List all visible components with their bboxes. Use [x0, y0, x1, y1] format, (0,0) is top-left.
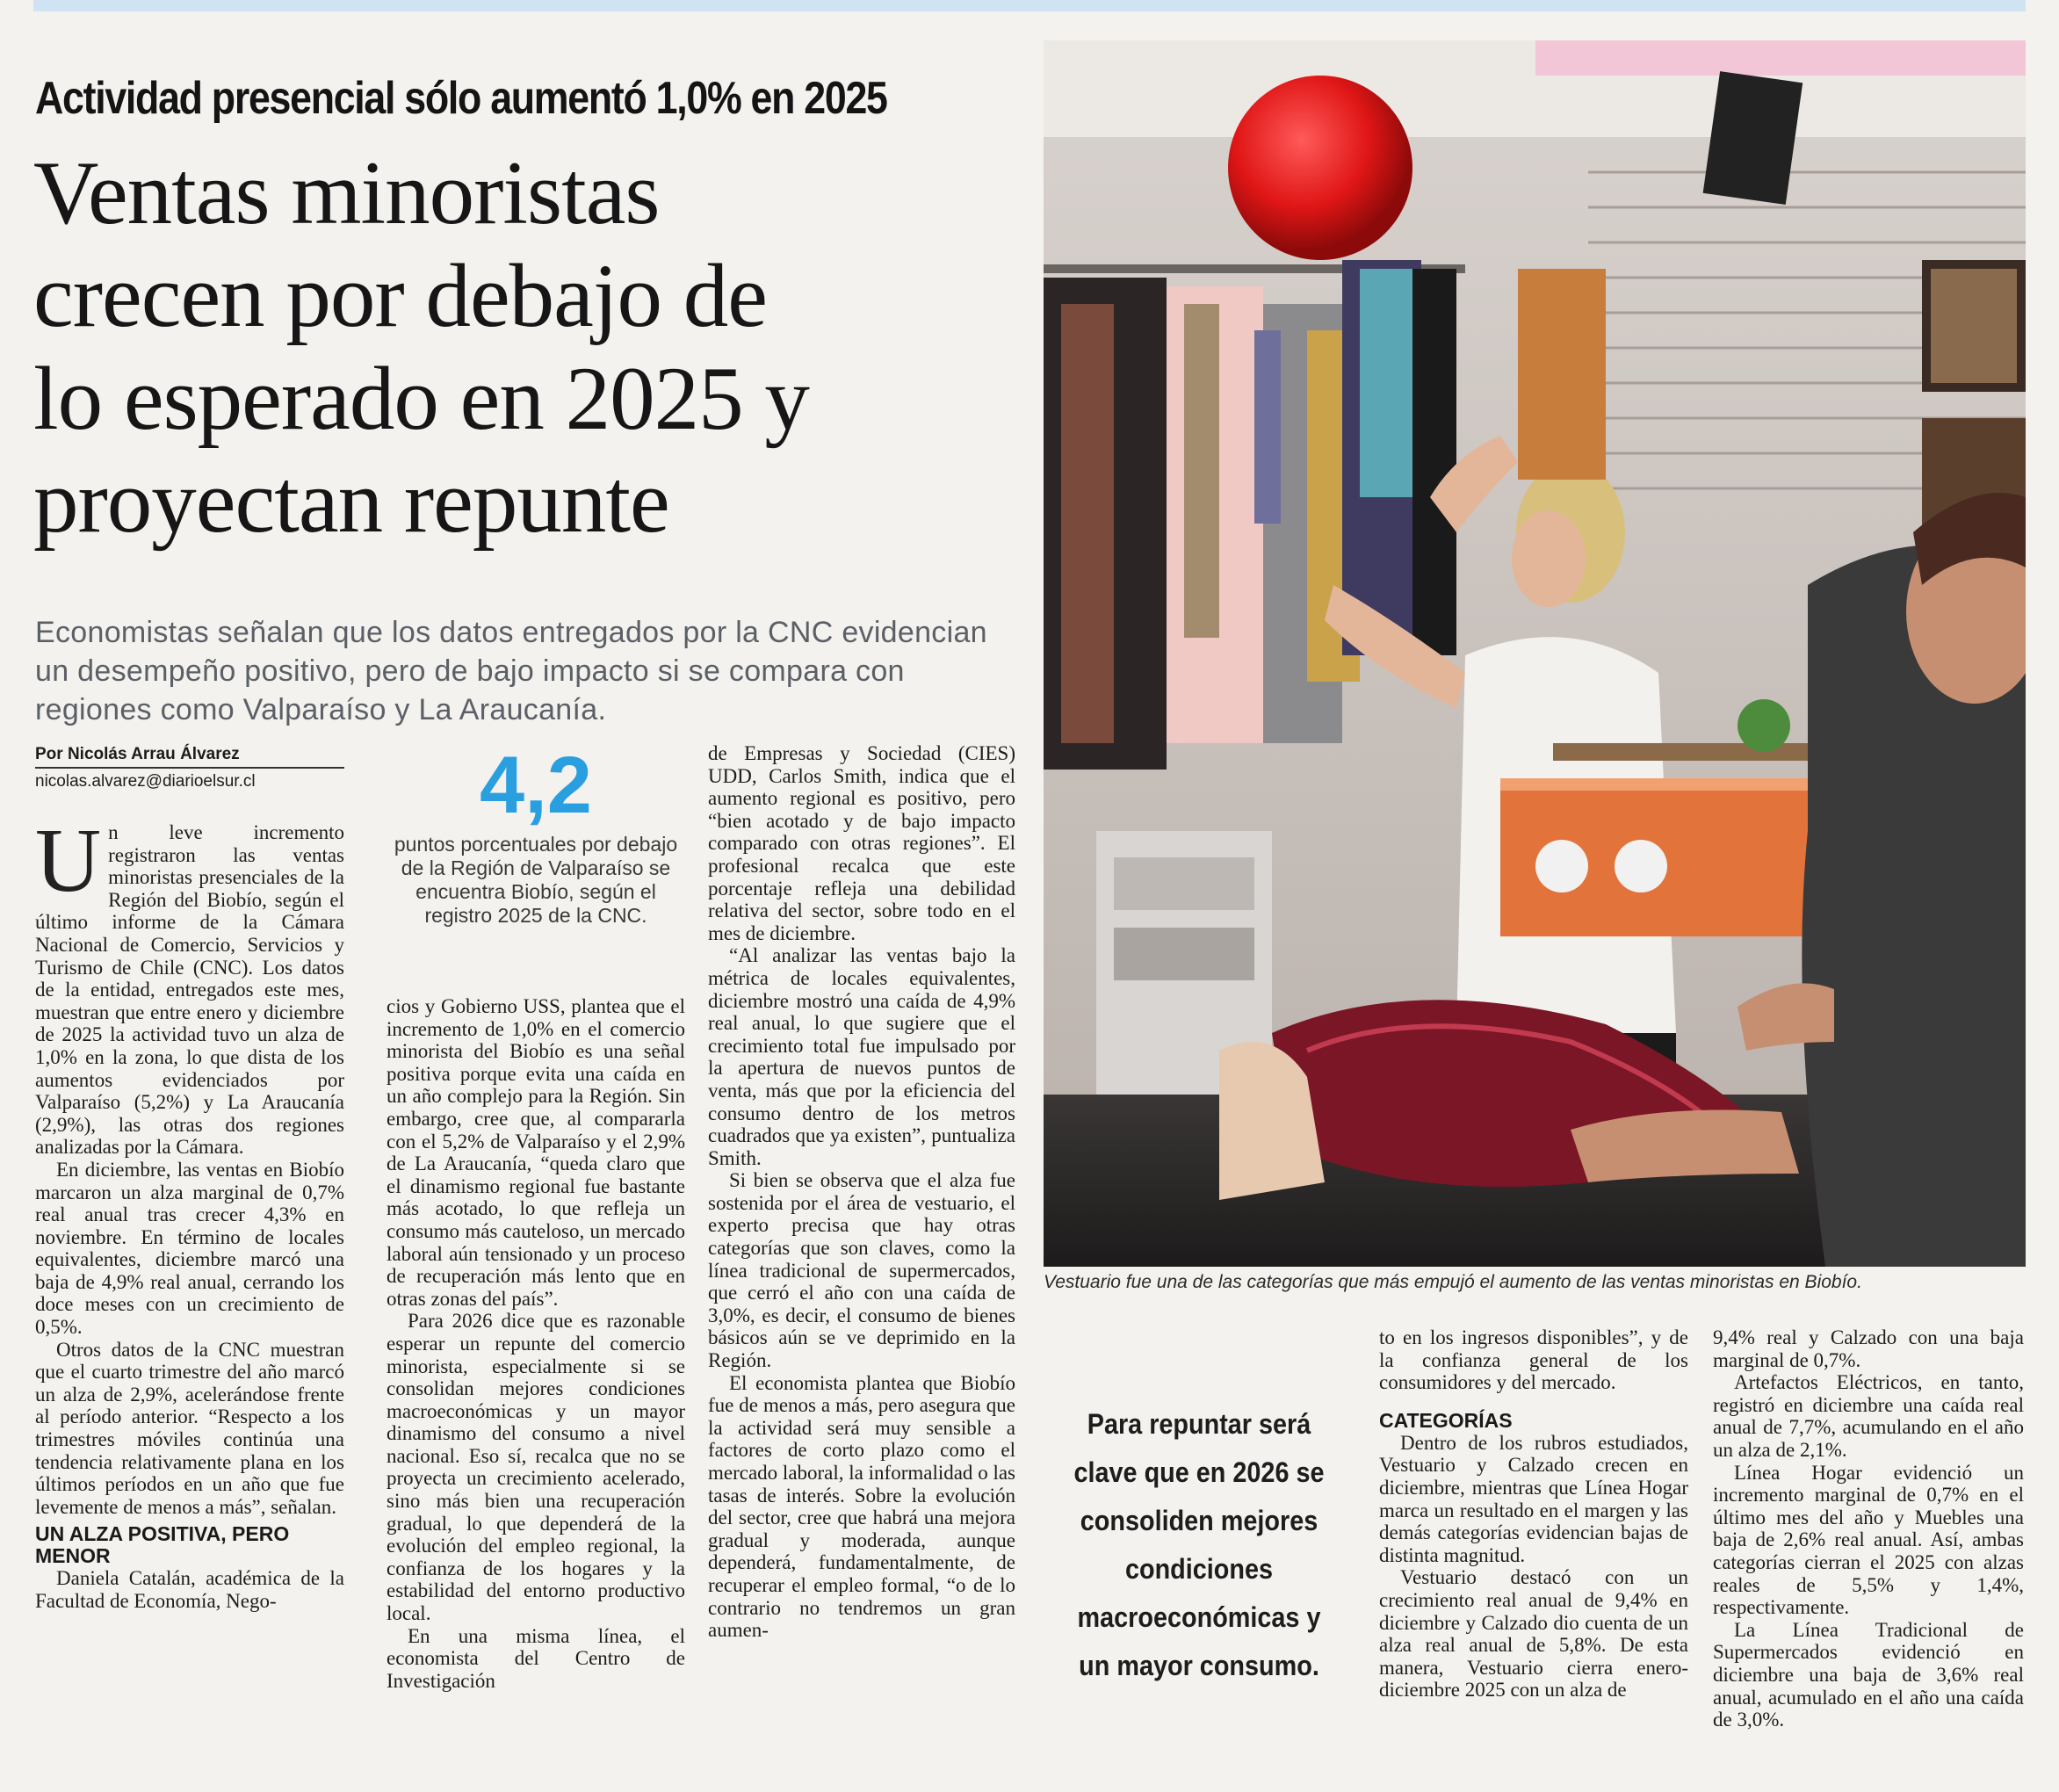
drop-cap: U	[35, 810, 102, 911]
body-column-2	[387, 995, 685, 1692]
body-paragraph: Si bien se observa que el alza fue sostenida por el área de vestuario, el experto precisa que hay otras categorías que son claves, como la línea tradicional de supermercados, que cerró el año con una caída de 3,0%, es decir, el consumo de bienes básicos aún se ve deprimido en la Región.	[708, 1169, 1015, 1372]
body-paragraph: Línea Hogar evidenció un incremento marginal de 0,7% en el último mes del año y Muebles una baja de 2,6% real anual. Así, ambas categorías cierran el 2025 con alzas reales de 5,5% y 1,4%, respectivamente.	[1713, 1461, 2024, 1619]
author-name: Por Nicolás Arrau Álvarez	[35, 745, 344, 769]
article-photo	[1044, 40, 2026, 1267]
top-color-band	[33, 0, 2026, 11]
body-column-1	[35, 810, 344, 1613]
headline-line: lo esperado en 2025 y	[33, 349, 809, 449]
deck-line: un desempeño positivo, pero de bajo impacto si se compara con	[35, 654, 905, 688]
body-paragraph: Artefactos Eléctricos, en tanto, registró en diciembre una caída real anual de 7,7%, acumulando en el año un alza de 2,1%.	[1713, 1371, 2024, 1461]
body-paragraph: En diciembre, las ventas en Biobío marcaron un alza marginal de 0,7% real anual tras crecer 4,3% en noviembre. En término de locales equivalentes, diciembre marcó una baja de 4,9% real anual, cerrando los doce meses con un crecimiento de 0,5%.	[35, 1158, 344, 1339]
body-column-5	[1713, 1326, 2024, 1731]
body-paragraph: cios y Gobierno USS, plantea que el incremento de 1,0% en el comercio minorista del Biobío es una señal positiva porque evita una caída en un año complejo para la Región. Sin embargo, cree que, al compararla con el 5,2% de Valparaíso y el 2,9% de La Araucanía, “queda claro que el dinamismo regional fue bastante más acotado, lo que refleja un consumo más cauteloso, un mercado laboral aún tensionado y un proceso de recuperación más lento que en otras zonas del país”.	[387, 995, 685, 1310]
stat-number: 4,2	[480, 741, 592, 830]
headline-line: crecen por debajo de	[33, 246, 767, 346]
pull-quote: Para repuntar será clave que en 2026 se consoliden mejores condiciones macroeconómicas y un mayor consumo.	[1073, 1408, 1325, 1681]
body-paragraph: Para 2026 dice que es razonable esperar un repunte del comercio minorista, especialmente si se consolidan mejores condiciones macroeconómicas y un mayor dinamismo del consumo a nivel nacional. Eso sí, recalca que no se proyecta un crecimiento acelerado, sino más bien una recuperación gradual, lo que dependerá de la evolución del empleo regional, la confianza de los hogares y la estabilidad del entorno productivo local.	[387, 1310, 685, 1625]
body-paragraph: Otros datos de la CNC muestran que el cuarto trimestre del año marcó un alza de 2,9%, acelerándose frente al período anterior. “Respecto a los trimestres móviles continúa una tendencia relativamente plana en los últimos períodos en un año que fue levemente de menos a más”, señalan.	[35, 1338, 344, 1518]
deck-line: regiones como Valparaíso y La Araucanía.	[35, 693, 607, 726]
body-paragraph: to en los ingresos disponibles”, y de la confianza general de los consumidores y del mercado.	[1379, 1326, 1688, 1394]
body-column-4	[1379, 1326, 1688, 1702]
body-paragraph: Daniela Catalán, académica de la Facultad de Economía, Nego-	[35, 1567, 344, 1612]
headline-line: Ventas minoristas	[33, 143, 660, 243]
article-headline	[33, 142, 1044, 553]
article-kicker: Actividad presencial sólo aumentó 1,0% en 2025	[35, 73, 887, 124]
headline-line: proyectan repunte	[33, 452, 669, 552]
body-paragraph: de Empresas y Sociedad (CIES) UDD, Carlos Smith, indica que el aumento regional es positivo, pero “bien acotado y de bajo impacto comparado con otras regiones”. El profesional recalca que este porcentaje refleja una debilidad relativa del sector, sobre todo en el mes de diciembre.	[708, 742, 1015, 944]
body-paragraph: Vestuario destacó con un crecimiento real anual de 9,4% en diciembre y Calzado dio cuenta de un alza real anual de 5,8%. De esta manera, Vestuario cierra enero-diciembre 2025 con un alza de	[1379, 1566, 1688, 1702]
red-balloon	[1228, 76, 1412, 260]
body-paragraph: “Al analizar las ventas bajo la métrica de locales equivalentes, diciembre mostró una caída de 4,9% real anual, lo que sugiere que el crecimiento total fue impulsado por la apertura de nuevos puntos de venta, más que por la eficiencia del consumo dentro de los metros cuadrados que ya existen”, puntualiza Smith.	[708, 944, 1015, 1169]
stat-callout	[387, 743, 685, 928]
body-column-3	[708, 742, 1015, 1642]
photo-caption: Vestuario fue una de las categorías que más empujó el aumento de las ventas minoristas en Biobío.	[1044, 1272, 1862, 1292]
author-email[interactable]: nicolas.alvarez@diarioelsur.cl	[35, 772, 256, 791]
body-paragraph: La Línea Tradicional de Supermercados evidenció en diciembre una baja de 3,6% real anual, acumulado en el año una caída de 3,0%.	[1713, 1618, 2024, 1731]
body-paragraph: El economista plantea que Biobío fue de menos a más, pero asegura que la actividad será muy sensible a factores de corto plazo como el mercado laboral, la informalidad o las tasas de interés. Sobre la evolución del sector, cree que habrá una mejora gradual y moderada, aunque dependerá, fundamentalmente, de recuperar el empleo formal, “o de lo contrario no tendremos un gran aumen-	[708, 1371, 1015, 1642]
clothing-store-photo	[1044, 40, 2026, 1267]
stat-text: puntos porcentuales por debajo de la Región de Valparaíso se encuentra Biobío, según el registro 2025 de la CNC.	[394, 833, 678, 927]
byline	[35, 745, 344, 791]
body-paragraph	[35, 810, 344, 1159]
body-paragraph: 9,4% real y Calzado con una baja marginal de 0,7%.	[1713, 1326, 2024, 1371]
section-subhead: UN ALZA POSITIVA, PERO MENOR	[35, 1522, 290, 1568]
article-deck	[35, 613, 1028, 729]
deck-line: Economistas señalan que los datos entregados por la CNC evidencian	[35, 616, 987, 649]
body-paragraph: Dentro de los rubros estudiados, Vestuario y Calzado crecen en diciembre, mientras que Línea Hogar marca un resultado en el margen y las demás categorías evidencian bajas de distinta magnitud.	[1379, 1431, 1688, 1566]
paragraph-text: n leve incremento registraron las ventas minoristas presenciales de la Región del Biobío, según el último informe de la Cámara Nacional de Comercio, Servicios y Turismo de Chile (CNC). Los datos de la entidad, entregados este mes, muestran que entre enero y diciembre de 2025 la actividad tuvo un alza de 1,0% en la zona, lo que dista de los aumentos evidenciados por Valparaíso (5,2%) y La Araucanía (2,9%), las otras dos regiones analizadas por la Cámara.	[35, 821, 344, 1159]
body-paragraph: En una misma línea, el economista del Centro de Investigación	[387, 1624, 685, 1692]
section-subhead: CATEGORÍAS	[1379, 1408, 1513, 1432]
